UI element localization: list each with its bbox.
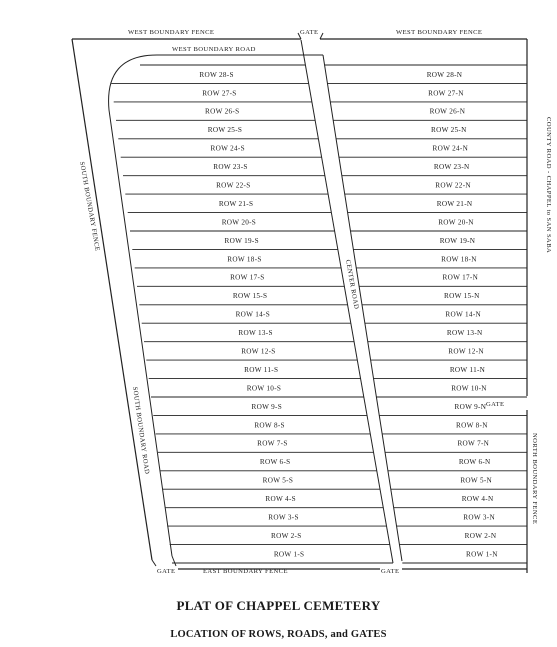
row-label-south: ROW 21-S <box>218 199 254 208</box>
rows-north-lines <box>325 65 527 563</box>
row-label-south: ROW 10-S <box>246 384 282 393</box>
row-label-north: ROW 21-N <box>436 199 473 208</box>
south-road-label: SOUTH BOUNDARY ROAD <box>131 386 151 475</box>
row-label-south: ROW 2-S <box>271 531 302 540</box>
gate-left-mark-a <box>152 560 156 566</box>
row-label-north: ROW 2-N <box>464 531 497 540</box>
row-label-north: ROW 22-N <box>435 181 471 190</box>
row-label-north: ROW 24-N <box>432 144 469 153</box>
row-label-north: ROW 10-N <box>451 384 487 393</box>
row-label-north: ROW 18-N <box>441 255 477 264</box>
row-label-north: ROW 3-N <box>463 513 495 522</box>
row-label-south: ROW 26-S <box>204 107 240 116</box>
row-label-south: ROW 12-S <box>241 347 276 356</box>
row-label-south: ROW 24-S <box>210 144 245 153</box>
row-label-north: ROW 1-N <box>466 550 498 559</box>
row-label-south: ROW 15-S <box>232 292 268 301</box>
row-label-south: ROW 25-S <box>207 126 243 135</box>
row-label-north: ROW 14-N <box>445 310 482 319</box>
row-label-north: ROW 12-N <box>448 347 484 356</box>
west-fence-label: WEST BOUNDARY FENCE <box>128 29 215 36</box>
row-label-south: ROW 19-S <box>224 236 259 245</box>
row-label-south: ROW 28-S <box>199 70 234 79</box>
row-label-south: ROW 20-S <box>221 218 257 227</box>
south-fence-line <box>72 39 152 560</box>
gate-bottom-center-label: GATE <box>381 568 400 575</box>
row-label-south: ROW 13-S <box>238 329 273 337</box>
row-label-north: ROW 13-N <box>446 329 483 337</box>
row-label-south: ROW 27-S <box>202 89 237 98</box>
row-label-north: ROW 5-N <box>460 476 493 485</box>
row-label-north: ROW 7-N <box>457 439 490 448</box>
rows-south-labels <box>199 71 304 559</box>
center-road-right-edge <box>323 55 402 561</box>
row-label-north: ROW 4-N <box>461 495 494 503</box>
row-label-south: ROW 17-S <box>230 273 265 282</box>
row-label-north: ROW 28-N <box>426 70 463 79</box>
plat-title: PLAT OF CHAPPEL CEMETERY <box>176 598 381 613</box>
row-label-north: ROW 26-N <box>429 107 466 116</box>
row-label-north: ROW 25-N <box>430 126 467 135</box>
row-label-south: ROW 6-S <box>259 458 291 467</box>
row-label-north: ROW 6-N <box>458 458 491 467</box>
row-label-south: ROW 5-S <box>262 476 294 485</box>
gate-left-mark-b <box>172 556 176 566</box>
row-label-south: ROW 9-S <box>251 402 283 411</box>
row-label-south: ROW 4-S <box>265 495 296 503</box>
row-label-south: ROW 8-S <box>254 421 285 430</box>
east-fence-label: EAST BOUNDARY FENCE <box>203 568 288 575</box>
west-road-label: WEST BOUNDARY ROAD <box>172 46 256 53</box>
gate-top-mark-b <box>320 33 323 39</box>
row-label-north: ROW 20-N <box>438 218 474 227</box>
row-label-north: ROW 19-N <box>439 236 476 245</box>
row-label-south: ROW 11-S <box>244 365 279 374</box>
gate-top-label: GATE <box>300 29 319 36</box>
rows-north-labels <box>427 71 499 559</box>
row-label-north: ROW 17-N <box>442 273 479 282</box>
boundary-fences <box>72 39 527 573</box>
row-label-south: ROW 22-S <box>216 181 251 190</box>
west-fence-right-label: WEST BOUNDARY FENCE <box>396 29 483 36</box>
row-label-north: ROW 9-N <box>454 402 487 411</box>
gate-right-label: GATE <box>486 401 505 408</box>
county-road-label: COUNTY ROAD - CHAPPEL to SAN SABA <box>545 117 552 254</box>
south-fence-label: SOUTH BOUNDARY FENCE <box>78 161 101 252</box>
plat-subtitle: LOCATION OF ROWS, ROADS, and GATES <box>170 629 387 640</box>
row-label-south: ROW 23-S <box>213 163 248 171</box>
row-label-north: ROW 23-N <box>433 163 470 171</box>
row-label-north: ROW 15-N <box>443 292 480 301</box>
row-label-north: ROW 27-N <box>428 89 464 98</box>
row-label-south: ROW 1-S <box>273 550 305 559</box>
row-label-south: ROW 14-S <box>235 310 271 319</box>
row-label-south: ROW 18-S <box>227 255 262 264</box>
north-fence-label: NORTH BOUNDARY FENCE <box>531 433 538 525</box>
row-label-north: ROW 11-N <box>449 365 486 374</box>
center-road-label: CENTER ROAD <box>344 259 360 310</box>
row-label-south: ROW 3-S <box>268 513 299 522</box>
row-label-south: ROW 7-S <box>257 439 288 448</box>
center-road-left-edge <box>301 40 393 563</box>
row-label-north: ROW 8-N <box>456 421 488 430</box>
gate-bottom-left-label: GATE <box>157 568 176 575</box>
